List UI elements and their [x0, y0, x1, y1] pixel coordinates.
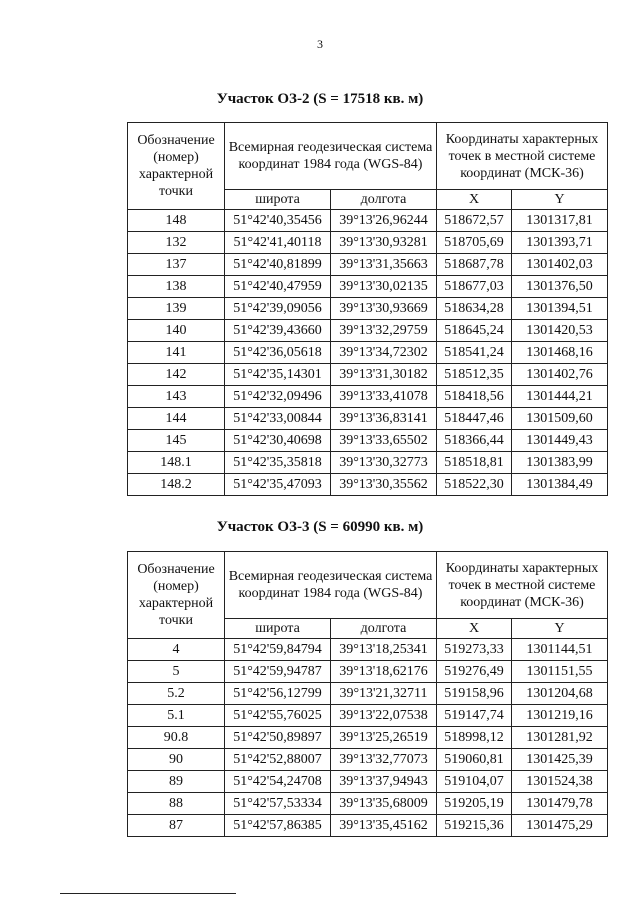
x-coordinate-cell: 518447,46 — [437, 408, 512, 430]
longitude-cell: 39°13'25,26519 — [331, 727, 437, 749]
y-coordinate-cell: 1301204,68 — [512, 683, 608, 705]
x-coordinate-cell: 519273,33 — [437, 639, 512, 661]
point-number-cell: 132 — [128, 232, 225, 254]
header-wgs: Всемирная геодезическая система координат 1984 года (WGS-84) — [225, 123, 437, 190]
page-number: 3 — [317, 37, 323, 51]
header-local: Координаты характерных точек в местной системе координат (МСК-36) — [437, 552, 608, 619]
x-coordinate-cell: 518687,78 — [437, 254, 512, 276]
x-coordinate-cell: 518512,35 — [437, 364, 512, 386]
latitude-cell: 51°42'39,43660 — [225, 320, 331, 342]
x-coordinate-cell: 519104,07 — [437, 771, 512, 793]
header-y: Y — [512, 190, 608, 210]
longitude-cell: 39°13'32,29759 — [331, 320, 437, 342]
x-coordinate-cell: 518705,69 — [437, 232, 512, 254]
y-coordinate-cell: 1301144,51 — [512, 639, 608, 661]
point-number-cell: 137 — [128, 254, 225, 276]
y-coordinate-cell: 1301420,53 — [512, 320, 608, 342]
point-number-cell: 5.1 — [128, 705, 225, 727]
longitude-cell: 39°13'26,96244 — [331, 210, 437, 232]
x-coordinate-cell: 518541,24 — [437, 342, 512, 364]
header-longitude: долгота — [331, 190, 437, 210]
table-row — [128, 815, 608, 837]
y-coordinate-cell: 1301402,76 — [512, 364, 608, 386]
longitude-cell: 39°13'33,65502 — [331, 430, 437, 452]
point-number-cell: 139 — [128, 298, 225, 320]
point-number-cell: 87 — [128, 815, 225, 837]
y-coordinate-cell: 1301376,50 — [512, 276, 608, 298]
coordinates-table-oz3 — [127, 551, 608, 837]
latitude-cell: 51°42'57,53334 — [225, 793, 331, 815]
longitude-cell: 39°13'36,83141 — [331, 408, 437, 430]
table-row — [128, 408, 608, 430]
longitude-cell: 39°13'37,94943 — [331, 771, 437, 793]
x-coordinate-cell: 518645,24 — [437, 320, 512, 342]
table-row — [128, 727, 608, 749]
y-coordinate-cell: 1301524,38 — [512, 771, 608, 793]
longitude-cell: 39°13'35,68009 — [331, 793, 437, 815]
y-coordinate-cell: 1301425,39 — [512, 749, 608, 771]
table-body-oz2 — [128, 210, 608, 496]
longitude-cell: 39°13'18,62176 — [331, 661, 437, 683]
latitude-cell: 51°42'56,12799 — [225, 683, 331, 705]
x-coordinate-cell: 518672,57 — [437, 210, 512, 232]
longitude-cell: 39°13'18,25341 — [331, 639, 437, 661]
table-row — [128, 320, 608, 342]
point-number-cell: 140 — [128, 320, 225, 342]
x-coordinate-cell: 518522,30 — [437, 474, 512, 496]
latitude-cell: 51°42'41,40118 — [225, 232, 331, 254]
longitude-cell: 39°13'22,07538 — [331, 705, 437, 727]
latitude-cell: 51°42'50,89897 — [225, 727, 331, 749]
latitude-cell: 51°42'35,35818 — [225, 452, 331, 474]
longitude-cell: 39°13'30,93669 — [331, 298, 437, 320]
latitude-cell: 51°42'33,00844 — [225, 408, 331, 430]
header-y: Y — [512, 619, 608, 639]
footnote-divider — [60, 893, 236, 894]
section-title-oz3: Участок ОЗ-3 (S = 60990 кв. м) — [216, 519, 424, 535]
x-coordinate-cell: 519205,19 — [437, 793, 512, 815]
header-designation: Обозначение (номер) характерной точки — [128, 123, 225, 210]
longitude-cell: 39°13'31,35663 — [331, 254, 437, 276]
header-latitude: широта — [225, 619, 331, 639]
latitude-cell: 51°42'35,14301 — [225, 364, 331, 386]
longitude-cell: 39°13'30,02135 — [331, 276, 437, 298]
table-row — [128, 342, 608, 364]
latitude-cell: 51°42'59,94787 — [225, 661, 331, 683]
point-number-cell: 89 — [128, 771, 225, 793]
table-row — [128, 661, 608, 683]
y-coordinate-cell: 1301402,03 — [512, 254, 608, 276]
y-coordinate-cell: 1301151,55 — [512, 661, 608, 683]
latitude-cell: 51°42'52,88007 — [225, 749, 331, 771]
y-coordinate-cell: 1301449,43 — [512, 430, 608, 452]
point-number-cell: 138 — [128, 276, 225, 298]
x-coordinate-cell: 519147,74 — [437, 705, 512, 727]
table-row — [128, 276, 608, 298]
table-row — [128, 364, 608, 386]
point-number-cell: 145 — [128, 430, 225, 452]
point-number-cell: 143 — [128, 386, 225, 408]
latitude-cell: 51°42'55,76025 — [225, 705, 331, 727]
x-coordinate-cell: 518634,28 — [437, 298, 512, 320]
x-coordinate-cell: 518366,44 — [437, 430, 512, 452]
table-row — [128, 793, 608, 815]
header-x: X — [437, 190, 512, 210]
point-number-cell: 90.8 — [128, 727, 225, 749]
point-number-cell: 148.2 — [128, 474, 225, 496]
latitude-cell: 51°42'40,47959 — [225, 276, 331, 298]
y-coordinate-cell: 1301219,16 — [512, 705, 608, 727]
x-coordinate-cell: 518518,81 — [437, 452, 512, 474]
y-coordinate-cell: 1301475,29 — [512, 815, 608, 837]
point-number-cell: 141 — [128, 342, 225, 364]
table-row — [128, 749, 608, 771]
latitude-cell: 51°42'40,35456 — [225, 210, 331, 232]
table-row — [128, 771, 608, 793]
table-row — [128, 639, 608, 661]
latitude-cell: 51°42'39,09056 — [225, 298, 331, 320]
y-coordinate-cell: 1301317,81 — [512, 210, 608, 232]
longitude-cell: 39°13'30,35562 — [331, 474, 437, 496]
point-number-cell: 90 — [128, 749, 225, 771]
y-coordinate-cell: 1301468,16 — [512, 342, 608, 364]
table-row — [128, 298, 608, 320]
y-coordinate-cell: 1301384,49 — [512, 474, 608, 496]
point-number-cell: 5.2 — [128, 683, 225, 705]
longitude-cell: 39°13'31,30182 — [331, 364, 437, 386]
x-coordinate-cell: 518677,03 — [437, 276, 512, 298]
latitude-cell: 51°42'35,47093 — [225, 474, 331, 496]
y-coordinate-cell: 1301383,99 — [512, 452, 608, 474]
latitude-cell: 51°42'54,24708 — [225, 771, 331, 793]
header-longitude: долгота — [331, 619, 437, 639]
y-coordinate-cell: 1301393,71 — [512, 232, 608, 254]
x-coordinate-cell: 518998,12 — [437, 727, 512, 749]
y-coordinate-cell: 1301509,60 — [512, 408, 608, 430]
point-number-cell: 88 — [128, 793, 225, 815]
longitude-cell: 39°13'21,32711 — [331, 683, 437, 705]
header-designation: Обозначение (номер) характерной точки — [128, 552, 225, 639]
section-title-oz2: Участок ОЗ-2 (S = 17518 кв. м) — [216, 91, 424, 107]
latitude-cell: 51°42'59,84794 — [225, 639, 331, 661]
point-number-cell: 148 — [128, 210, 225, 232]
point-number-cell: 144 — [128, 408, 225, 430]
table-row — [128, 705, 608, 727]
x-coordinate-cell: 519276,49 — [437, 661, 512, 683]
point-number-cell: 4 — [128, 639, 225, 661]
latitude-cell: 51°42'30,40698 — [225, 430, 331, 452]
table-row — [128, 386, 608, 408]
latitude-cell: 51°42'57,86385 — [225, 815, 331, 837]
longitude-cell: 39°13'33,41078 — [331, 386, 437, 408]
point-number-cell: 148.1 — [128, 452, 225, 474]
table-row — [128, 232, 608, 254]
longitude-cell: 39°13'35,45162 — [331, 815, 437, 837]
longitude-cell: 39°13'30,32773 — [331, 452, 437, 474]
table-row — [128, 210, 608, 232]
point-number-cell: 142 — [128, 364, 225, 386]
table-row — [128, 452, 608, 474]
header-x: X — [437, 619, 512, 639]
header-latitude: широта — [225, 190, 331, 210]
latitude-cell: 51°42'32,09496 — [225, 386, 331, 408]
x-coordinate-cell: 519158,96 — [437, 683, 512, 705]
latitude-cell: 51°42'40,81899 — [225, 254, 331, 276]
table-row — [128, 474, 608, 496]
y-coordinate-cell: 1301281,92 — [512, 727, 608, 749]
point-number-cell: 5 — [128, 661, 225, 683]
y-coordinate-cell: 1301394,51 — [512, 298, 608, 320]
coordinates-table-oz2 — [127, 122, 608, 496]
latitude-cell: 51°42'36,05618 — [225, 342, 331, 364]
longitude-cell: 39°13'32,77073 — [331, 749, 437, 771]
x-coordinate-cell: 518418,56 — [437, 386, 512, 408]
y-coordinate-cell: 1301444,21 — [512, 386, 608, 408]
longitude-cell: 39°13'34,72302 — [331, 342, 437, 364]
table-row — [128, 254, 608, 276]
x-coordinate-cell: 519060,81 — [437, 749, 512, 771]
table-row — [128, 683, 608, 705]
header-wgs: Всемирная геодезическая система координат 1984 года (WGS-84) — [225, 552, 437, 619]
longitude-cell: 39°13'30,93281 — [331, 232, 437, 254]
table-body-oz3 — [128, 639, 608, 837]
x-coordinate-cell: 519215,36 — [437, 815, 512, 837]
y-coordinate-cell: 1301479,78 — [512, 793, 608, 815]
header-local: Координаты характерных точек в местной системе координат (МСК-36) — [437, 123, 608, 190]
table-row — [128, 430, 608, 452]
